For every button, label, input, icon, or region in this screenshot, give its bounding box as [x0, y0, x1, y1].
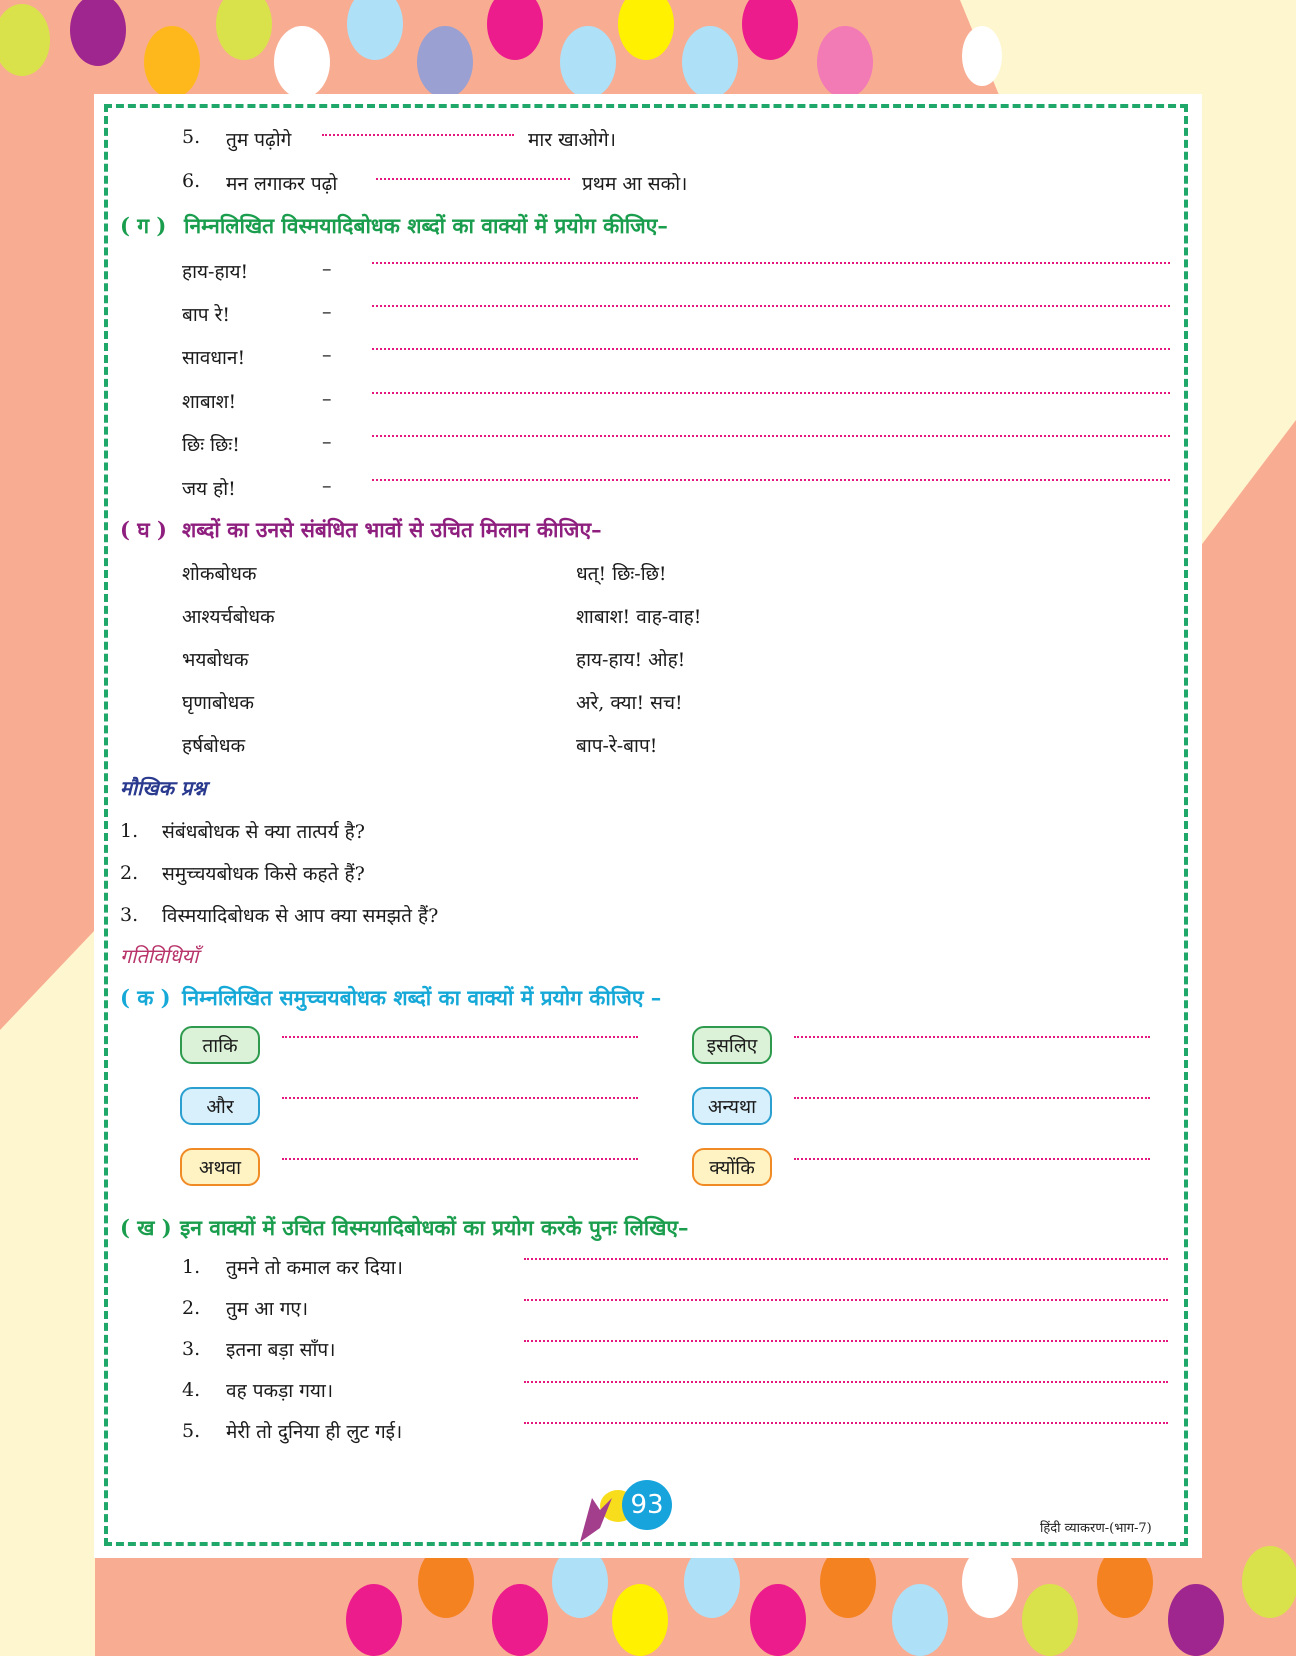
- word-pill: इसलिए: [692, 1026, 772, 1064]
- answer-line[interactable]: [372, 262, 1170, 264]
- sentence-text: तुमने तो कमाल कर दिया।: [226, 1257, 403, 1279]
- dash: –: [322, 301, 332, 323]
- match-left-item: शोकबोधक: [182, 563, 257, 585]
- item-number: 6.: [182, 170, 201, 192]
- item-text: मार खाओगे।: [528, 129, 616, 151]
- word-pill: अन्यथा: [692, 1087, 772, 1125]
- match-left-item: आश्यर्चबोधक: [182, 606, 275, 628]
- dash: –: [322, 431, 332, 453]
- section-marker: ( ग ): [120, 213, 167, 238]
- exclamation-word: बाप रे!: [182, 304, 231, 326]
- exclamation-word: जय हो!: [182, 478, 236, 500]
- dash: –: [322, 258, 332, 280]
- blank-line[interactable]: [322, 134, 514, 136]
- section-marker: ( घ ): [120, 517, 167, 542]
- item-number: 3.: [182, 1338, 201, 1360]
- answer-line[interactable]: [524, 1381, 1168, 1383]
- word-pill: ताकि: [180, 1026, 260, 1064]
- match-left-item: हर्षबोधक: [182, 735, 246, 757]
- section-title: इन वाक्यों में उचित विस्मयादिबोधकों का प्रयोग करके पुनः लिखिए–: [180, 1215, 689, 1240]
- answer-line[interactable]: [282, 1158, 638, 1160]
- question-text: समुच्चयबोधक किसे कहते हैं?: [162, 863, 365, 885]
- item-number: 5.: [182, 1420, 201, 1442]
- answer-line[interactable]: [794, 1036, 1150, 1038]
- section-title: निम्नलिखित समुच्चयबोधक शब्दों का वाक्यों में प्रयोग कीजिए –: [182, 985, 662, 1010]
- section-title: निम्नलिखित विस्मयादिबोधक शब्दों का वाक्यों में प्रयोग कीजिए–: [184, 213, 668, 238]
- match-left-item: भयबोधक: [182, 649, 249, 671]
- answer-line[interactable]: [282, 1036, 638, 1038]
- item-text: तुम पढ़ोगे: [226, 129, 292, 151]
- word-pill: और: [180, 1087, 260, 1125]
- answer-line[interactable]: [372, 348, 1170, 350]
- book-title: हिंदी व्याकरण-(भाग-7): [1040, 1521, 1152, 1536]
- item-text: प्रथम आ सको।: [582, 173, 688, 195]
- dash: –: [322, 475, 332, 497]
- sentence-text: तुम आ गए।: [226, 1298, 309, 1320]
- section-marker: ( ख ): [120, 1215, 172, 1240]
- item-text: मन लगाकर पढ़ो: [226, 173, 338, 195]
- dash: –: [322, 388, 332, 410]
- answer-line[interactable]: [372, 305, 1170, 307]
- match-right-item: धत्! छिः-छि!: [576, 563, 667, 585]
- exclamation-word: हाय-हाय!: [182, 261, 249, 283]
- answer-line[interactable]: [372, 435, 1170, 437]
- answer-line[interactable]: [372, 479, 1170, 481]
- question-text: संबंधबोधक से क्या तात्पर्य है?: [162, 821, 365, 843]
- question-text: विस्मयादिबोधक से आप क्या समझते हैं?: [162, 905, 439, 927]
- match-right-item: शाबाश! वाह-वाह!: [576, 606, 702, 628]
- item-number: 1.: [182, 1256, 201, 1278]
- answer-line[interactable]: [282, 1097, 638, 1099]
- answer-line[interactable]: [524, 1299, 1168, 1301]
- section-title: शब्दों का उनसे संबंधित भावों से उचित मिलान कीजिए–: [182, 517, 602, 542]
- item-number: 2.: [182, 1297, 201, 1319]
- match-right-item: अरे, क्या! सच!: [576, 692, 683, 714]
- question-number: 2.: [120, 862, 139, 884]
- item-number: 4.: [182, 1379, 201, 1401]
- item-number: 5.: [182, 126, 201, 148]
- top-ovals: [0, 0, 1002, 98]
- match-right-item: हाय-हाय! ओह!: [576, 649, 686, 671]
- dash: –: [322, 344, 332, 366]
- sentence-text: मेरी तो दुनिया ही लुट गई।: [226, 1421, 403, 1443]
- blank-line[interactable]: [376, 178, 570, 180]
- answer-line[interactable]: [372, 392, 1170, 394]
- section-marker: ( क ): [120, 985, 171, 1010]
- word-pill: क्योंकि: [692, 1148, 772, 1186]
- bottom-ovals: [346, 1546, 1296, 1656]
- answer-line[interactable]: [794, 1097, 1150, 1099]
- activities-title: गतिविधियाँ: [120, 944, 199, 968]
- answer-line[interactable]: [794, 1158, 1150, 1160]
- match-right-item: बाप-रे-बाप!: [576, 735, 658, 757]
- word-pill: अथवा: [180, 1148, 260, 1186]
- sentence-text: वह पकड़ा गया।: [226, 1380, 334, 1402]
- exclamation-word: छिः छिः!: [182, 434, 240, 456]
- page-number-badge: 93: [622, 1480, 672, 1530]
- answer-line[interactable]: [524, 1258, 1168, 1260]
- answer-line[interactable]: [524, 1422, 1168, 1424]
- sentence-text: इतना बड़ा साँप।: [226, 1339, 336, 1361]
- exclamation-word: शाबाश!: [182, 391, 237, 413]
- question-number: 1.: [120, 820, 139, 842]
- question-number: 3.: [120, 904, 139, 926]
- match-left-item: घृणाबोधक: [182, 692, 254, 714]
- answer-line[interactable]: [524, 1340, 1168, 1342]
- oral-title: मौखिक प्रश्न: [120, 776, 207, 800]
- exclamation-word: सावधान!: [182, 347, 246, 369]
